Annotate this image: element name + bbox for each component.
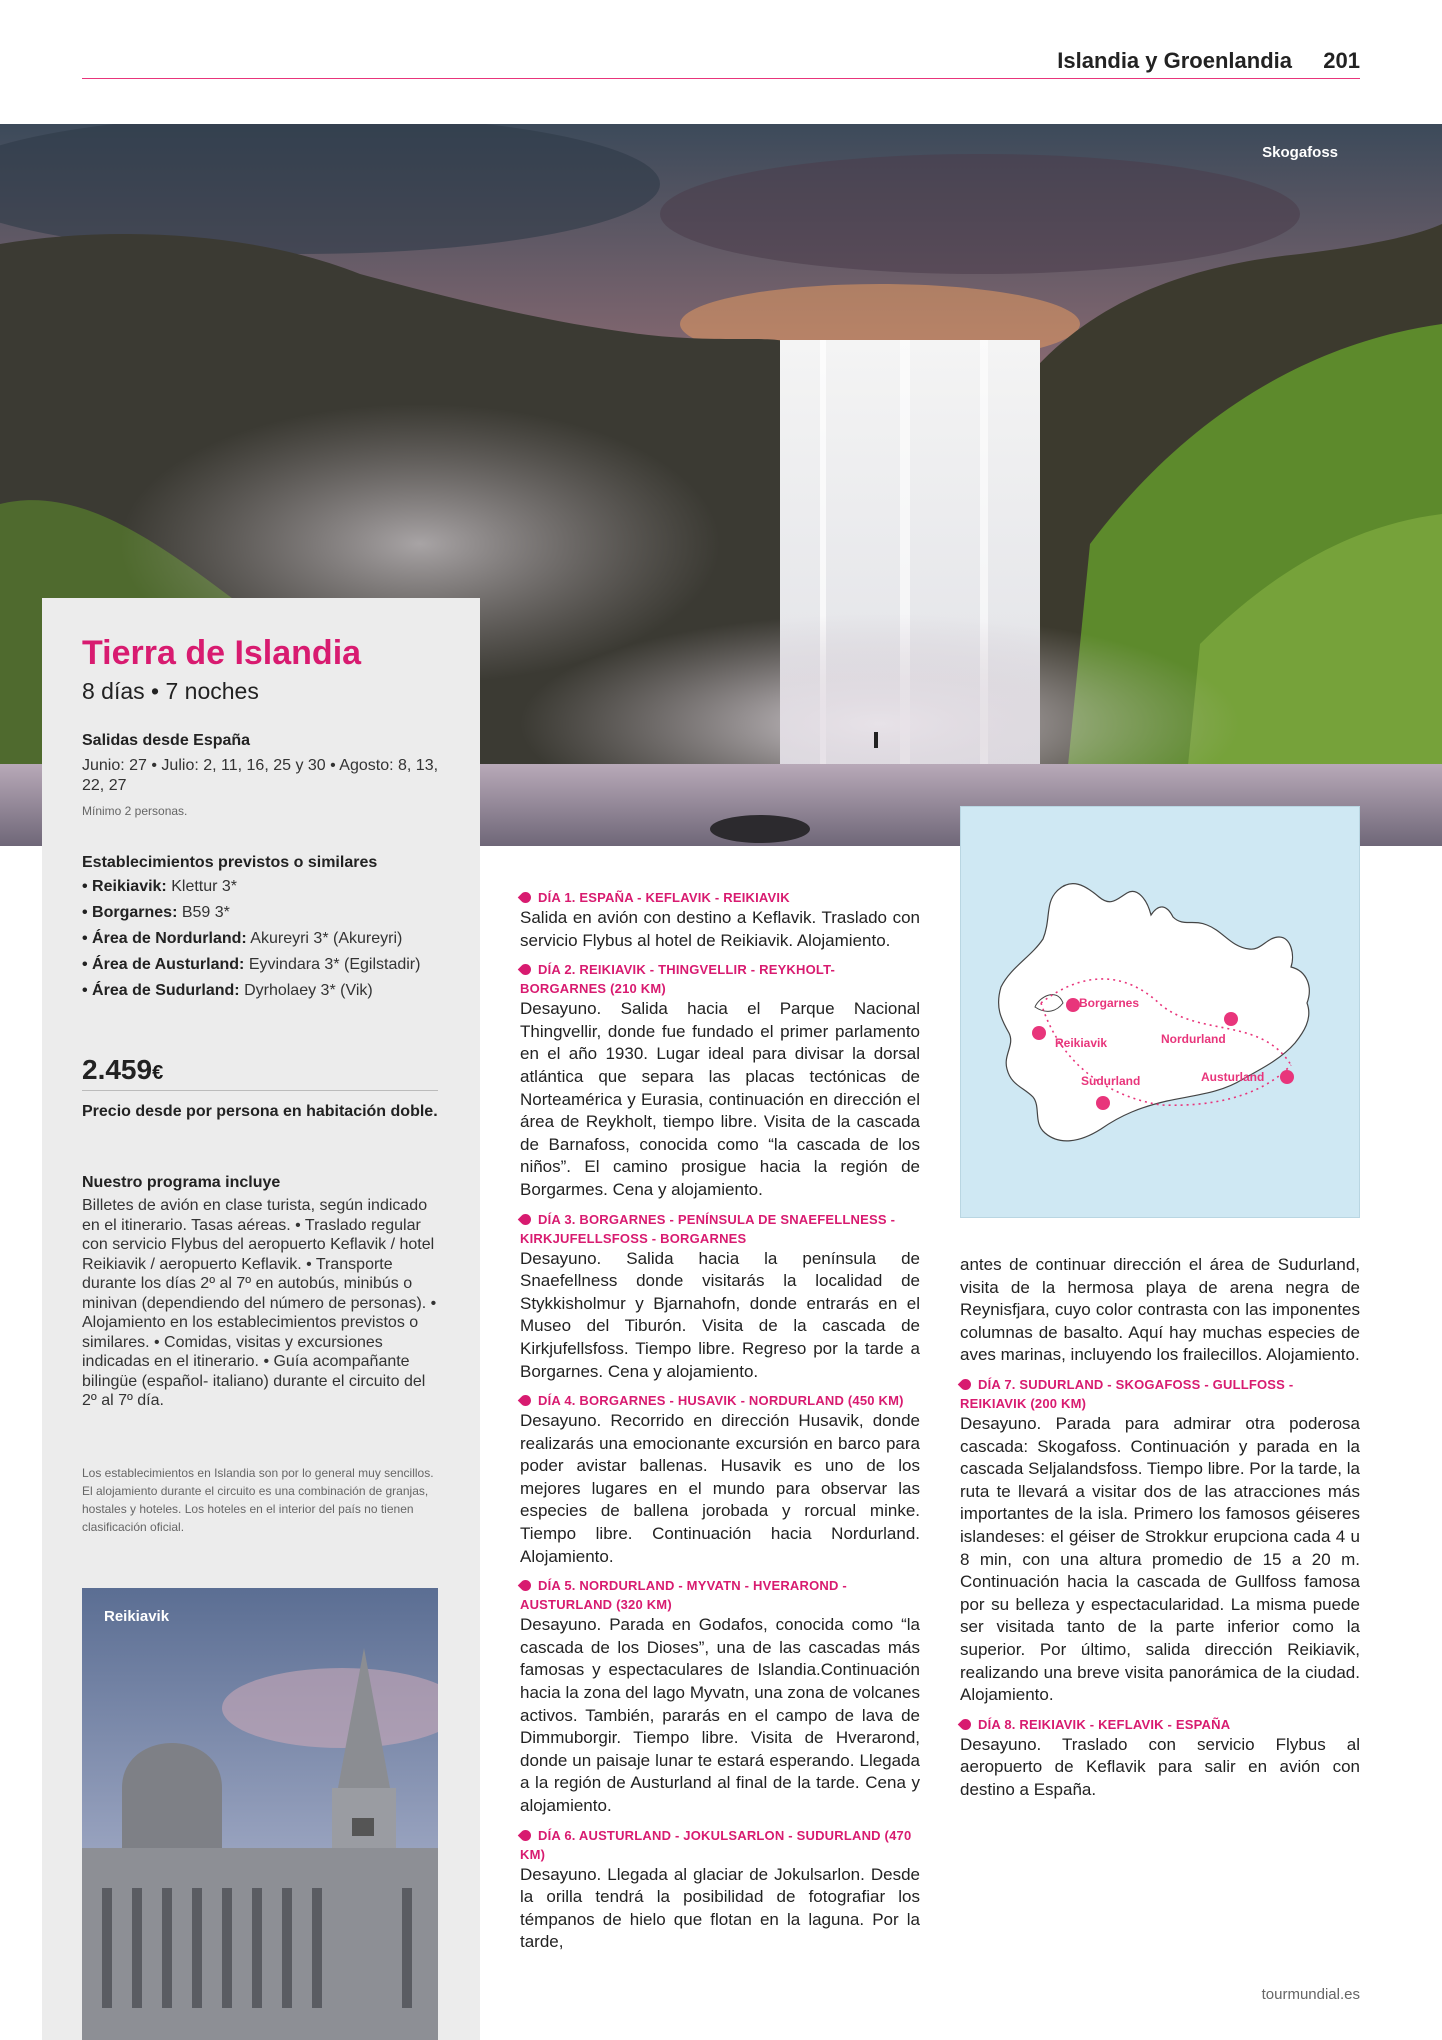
- map-point-reikiavik: [1032, 1026, 1046, 1040]
- day-text: Desayuno. Traslado con servicio Flybus al aeropuerto de Keflavik para salir en avión con destino a España.: [960, 1734, 1360, 1799]
- hotel-item: [82, 900, 442, 926]
- day-marker-icon: [518, 1211, 534, 1227]
- day-text: Salida en avión con destino a Keflavik. Traslado con servicio Flybus al hotel de Reikiavik. Alojamiento.: [520, 908, 920, 950]
- day-heading-text: DÍA 3. BORGARNES - PENÍNSULA DE SNAEFELLNESS - KIRKJUFELLSFOSS - BORGARNES: [520, 1211, 896, 1246]
- hotel-place: • Borgarnes:: [82, 904, 178, 921]
- price-currency: €: [152, 1062, 164, 1084]
- hotel-place: • Reikiavik:: [82, 878, 167, 895]
- day-text-continuation: antes de continuar dirección el área de Sudurland, visita de la hermosa playa de arena negra de Reynisfjara, cuyo color contrasta con las imponentes columnas de basalto. Aquí hay muchas especies de aves marinas, incluyendo los frailecillos. Alojamiento.: [960, 1255, 1360, 1365]
- day-heading: [520, 1210, 920, 1248]
- hotel-place: • Área de Sudurland:: [82, 982, 240, 999]
- hotel-name: Dyrholaey 3* (Vik): [239, 982, 373, 999]
- hotels-note-text: Los establecimientos en Islandia son por lo general muy sencillos. El alojamiento durante el circuito es una combinación de granjas, hostales y hoteles. Los hoteles en el interior del país no tienen clasificación oficial.: [82, 1466, 434, 1534]
- iceland-map: [961, 807, 1359, 1217]
- day-heading: [520, 960, 920, 998]
- day-heading-text: DÍA 6. AUSTURLAND - JOKULSARLON - SUDURLAND (470 KM): [520, 1827, 912, 1862]
- day-marker-icon: [958, 1377, 974, 1393]
- map-label-borgarnes: Borgarnes: [1079, 996, 1140, 1010]
- route-map: [960, 806, 1360, 1218]
- map-label-austurland: Austurland: [1201, 1070, 1265, 1084]
- hotel-place: • Área de Austurland:: [82, 956, 245, 973]
- map-label-sudurland: Sudurland: [1081, 1074, 1141, 1088]
- page-header: [82, 44, 1360, 79]
- day-text: Desayuno. Llegada al glaciar de Jokulsarlon. Desde la orilla tendrá la posibilidad de fotografiar los témpanos de hielo que flotan en la laguna. Por la tarde,: [520, 1864, 920, 1952]
- day-heading: [520, 1391, 920, 1410]
- hotel-place: • Área de Nordurland:: [82, 930, 247, 947]
- trip-duration: 8 días • 7 noches: [82, 678, 259, 704]
- day-marker-icon: [518, 890, 534, 906]
- hero-caption: Skogafoss: [1262, 144, 1338, 161]
- trip-title: Tierra de Islandia: [82, 634, 362, 672]
- minimum-people: Mínimo 2 personas.: [82, 804, 188, 818]
- map-label-nordurland: Nordurland: [1161, 1032, 1226, 1046]
- includes-heading: Nuestro programa incluye: [82, 1174, 281, 1191]
- departures-section: [82, 732, 442, 818]
- page-number: 201: [1323, 48, 1360, 73]
- day-marker-icon: [518, 1578, 534, 1594]
- hotels-note: [82, 1464, 442, 1536]
- hotel-item: [82, 978, 442, 1004]
- hotel-name: B59 3*: [177, 904, 230, 921]
- hotel-item: [82, 952, 442, 978]
- map-point-borgarnes: [1066, 998, 1080, 1012]
- day-marker-icon: [518, 1393, 534, 1409]
- day-heading-text: DÍA 7. SUDURLAND - SKOGAFOSS - GULLFOSS - REIKIAVIK (200 KM): [960, 1376, 1294, 1411]
- section-title: Islandia y Groenlandia: [1057, 48, 1292, 73]
- trip-sidebar: [42, 598, 480, 2040]
- price-note: Precio desde por persona en habitación doble.: [82, 1103, 438, 1120]
- day-heading-text: DÍA 5. NORDURLAND - MYVATN - HVERAROND - AUSTURLAND (320 KM): [520, 1578, 847, 1613]
- day-marker-icon: [958, 1716, 974, 1732]
- day-heading-text: DÍA 2. REIKIAVIK - THINGVELLIR - REYKHOLT-BORGARNES (210 KM): [520, 962, 836, 997]
- church-illustration: [82, 1588, 438, 2040]
- itinerary-column-1: [520, 880, 920, 1954]
- price-divider: [82, 1090, 438, 1091]
- day-marker-icon: [518, 1827, 534, 1843]
- day-heading: [520, 888, 920, 907]
- reikiavik-photo: [82, 1588, 438, 2040]
- map-point-nordurland: [1224, 1012, 1238, 1026]
- includes-text: Billetes de avión en clase turista, según indicado en el itinerario. Tasas aéreas. • Traslado regular con servicio Flybus del aeropuerto Keflavik / hotel Reikiavik / aeropuerto Keflavik. • Transporte durante los días 2º al 7º en autobús, minibús o minivan (dependiendo del número de personas). • Alojamiento en los establecimientos previstos o similares. • Comidas, visitas y excursiones indicadas en el itinerario. • Guía acompañante bilingüe (español- italiano) durante el circuito del 2º al 7º día.: [82, 1197, 437, 1409]
- day-heading: [960, 1375, 1360, 1413]
- day-text: Desayuno. Parada en Godafos, conocida como “la cascada de los Dioses”, una de las cascadas más famosas y espectaculares de Islandia.Continuación hacia la zona del lago Myvatn, una zona de volcanes activos. También, pararás en el campo de lava de Dimmuborgir. Tiempo libre. Visita de Hverarond, donde un paisaje lunar te estará esperando. Llegada a la región de Austurland al final de la tarde. Cena y alojamiento.: [520, 1615, 920, 1815]
- footer-url[interactable]: tourmundial.es: [1261, 1986, 1360, 2003]
- itinerary-column-2: [960, 1254, 1360, 1801]
- hotel-name: Akureyri 3* (Akureyri): [246, 930, 403, 947]
- map-label-reikiavik: Reikiavik: [1055, 1036, 1108, 1050]
- day-heading-text: DÍA 1. ESPAÑA - KEFLAVIK - REIKIAVIK: [538, 890, 790, 905]
- day-heading-text: DÍA 8. REIKIAVIK - KEFLAVIK - ESPAÑA: [978, 1716, 1231, 1732]
- day-heading: [520, 1576, 920, 1614]
- hotel-item: [82, 926, 442, 952]
- hotels-section: [82, 854, 442, 1004]
- map-point-austurland: [1280, 1070, 1294, 1084]
- hotels-heading: Establecimientos previstos o similares: [82, 854, 378, 871]
- day-text: Desayuno. Parada para admirar otra poderosa cascada: Skogafoss. Continuación y parada en la cascada Seljalandsfoss. Tiempo libre. Por la tarde, la ruta te llevará a visitar dos de las atracciones más importantes de la isla. Primero los famosos géiseres islandeses: el géiser de Strokkur erupciona cada 4 u 8 min, con una altura promedio de 15 a 20 m. Continuación hacia la cascada de Gullfoss famosa por su belleza y espectacularidad. La misma puede ser visitada tanto de la parte inferior como la superior. Por último, salida dirección Reikiavik, realizando una breve visita panorámica de la ciudad. Alojamiento.: [960, 1413, 1360, 1705]
- price-amount: 2.459: [82, 1054, 153, 1085]
- hotel-item: [82, 874, 442, 900]
- reikiavik-caption: Reikiavik: [104, 1608, 170, 1625]
- hotel-name: Eyvindara 3* (Egilstadir): [244, 956, 421, 973]
- day-text: Desayuno. Recorrido en dirección Husavik, donde realizarás una emocionante excursión en barco para poder avistar ballenas. Husavik es uno de los mejores lugares en el mundo para observar las especies de ballena jorobada y rorcual minke. Tiempo libre. Continuación hacia Nordurland. Alojamiento.: [520, 1411, 920, 1566]
- day-text: Desayuno. Salida hacia el Parque Nacional Thingvellir, donde fue fundado el primer parlamento en el año 1930. Lugar ideal para divisar la dorsal atlántica que separa las placas tectónicas de Norteamérica y Eurasia, continuación en dirección el área de Reykholt, tiempo libre. Visita de la cascada de Barnafoss, conocida como “la cascada de los niños”. El camino prosigue hacia la región de Borgarmes. Cena y alojamiento.: [520, 999, 920, 1199]
- day-heading: [960, 1715, 1360, 1734]
- price-section: [82, 1054, 442, 1123]
- departures-text: Junio: 27 • Julio: 2, 11, 16, 25 y 30 • Agosto: 8, 13, 22, 27: [82, 757, 439, 794]
- includes-section: [82, 1174, 442, 1411]
- departures-heading: Salidas desde España: [82, 732, 251, 749]
- map-point-sudurland: [1096, 1096, 1110, 1110]
- day-heading: [520, 1826, 920, 1864]
- hotel-name: Klettur 3*: [166, 878, 238, 895]
- hotels-list: [82, 874, 442, 1004]
- day-marker-icon: [518, 962, 534, 978]
- day-text: Desayuno. Salida hacia la península de Snaefellness donde visitarás la localidad de Stykkisholmur y Bjarnahofn, donde entrarás en el Museo del Tiburón. Visita de la cascada de Kirkjufellsfoss. Tiempo libre. Regreso por la tarde a Borgarnes. Cena y alojamiento.: [520, 1248, 920, 1381]
- day-heading-text: DÍA 4. BORGARNES - HUSAVIK - NORDURLAND (450 KM): [538, 1393, 904, 1409]
